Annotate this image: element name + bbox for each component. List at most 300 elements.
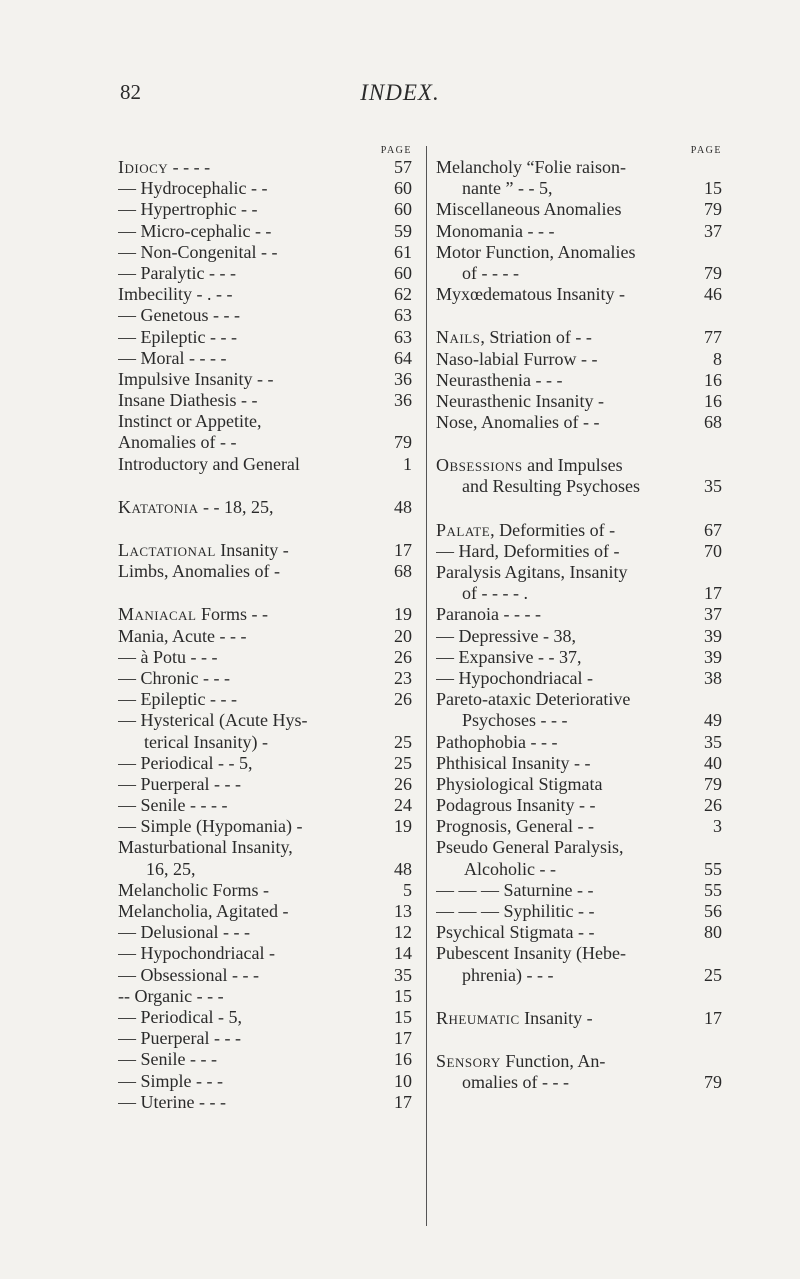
index-entry bbox=[118, 880, 412, 901]
entry-text bbox=[118, 943, 394, 964]
entry-label: — Genetous - - - bbox=[118, 305, 240, 326]
entry-page-number: 24 bbox=[394, 795, 412, 816]
entry-label: — Simple - - - bbox=[118, 1070, 223, 1091]
entry-page-number: 60 bbox=[394, 199, 412, 220]
index-entry bbox=[118, 561, 412, 582]
entry-page-number: 79 bbox=[394, 432, 412, 453]
index-entry bbox=[118, 327, 412, 348]
entry-text bbox=[118, 305, 394, 326]
index-entry bbox=[436, 859, 722, 880]
index-entry bbox=[436, 604, 722, 625]
entry-label: Instinct or Appetite, bbox=[118, 411, 262, 432]
entry-label: — Hydrocephalic - - bbox=[118, 178, 268, 199]
entry-page-number: 19 bbox=[394, 604, 412, 625]
index-entry bbox=[436, 880, 722, 901]
entry-label: Imbecility - . - - bbox=[118, 284, 233, 305]
index-entry bbox=[118, 411, 412, 432]
entry-text bbox=[118, 157, 394, 178]
entry-text bbox=[436, 476, 704, 497]
entry-label: of - - - - bbox=[462, 262, 519, 283]
entry-text bbox=[118, 795, 394, 816]
entry-label: — Uterine - - - bbox=[118, 1091, 226, 1112]
index-entry bbox=[118, 1092, 412, 1113]
entry-text bbox=[118, 859, 394, 880]
entry-label: and Resulting Psychoses bbox=[462, 476, 640, 497]
page-column-label: PAGE bbox=[690, 145, 722, 156]
entry-text bbox=[118, 540, 394, 561]
entry-label: Psychical Stigmata - - bbox=[436, 922, 595, 943]
entry-page-number: 63 bbox=[394, 326, 412, 347]
entry-page-number: 17 bbox=[394, 1091, 412, 1112]
entry-text bbox=[436, 562, 722, 583]
entry-label: — — — Syphilitic - - bbox=[436, 901, 595, 921]
entry-page-number: 37 bbox=[704, 604, 722, 625]
entry-label: Introductory and General bbox=[118, 453, 300, 474]
entry-label: Pubescent Insanity (Hebe- bbox=[436, 943, 626, 964]
entry-label: — Paralytic - - - bbox=[118, 262, 236, 283]
index-entry bbox=[436, 221, 722, 242]
index-entry bbox=[118, 837, 412, 858]
entry-label: Melancholia, Agitated - bbox=[118, 901, 289, 921]
index-entry bbox=[436, 562, 722, 583]
index-entry bbox=[118, 199, 412, 220]
entry-label: phrenia) - - - bbox=[462, 964, 554, 985]
index-entry bbox=[118, 454, 412, 475]
entry-text bbox=[436, 647, 704, 668]
entry-page-number: 56 bbox=[704, 901, 722, 921]
entry-label: omalies of - - - bbox=[462, 1072, 569, 1093]
index-entry bbox=[118, 795, 412, 816]
entry-label: — Depressive - 38, bbox=[436, 625, 576, 646]
entry-label: Function, An- bbox=[500, 1050, 606, 1071]
entry-text bbox=[118, 390, 394, 411]
entry-label: Insane Diathesis - - bbox=[118, 390, 258, 411]
index-entry bbox=[436, 412, 722, 433]
entry-label: Forms - - bbox=[196, 604, 268, 625]
entry-page-number: 79 bbox=[704, 1072, 722, 1093]
entry-text bbox=[436, 922, 704, 943]
entry-text bbox=[436, 901, 704, 922]
entry-label: Alcoholic - - bbox=[464, 858, 556, 879]
index-entry bbox=[436, 1072, 722, 1093]
entry-text bbox=[436, 520, 704, 541]
index-entry bbox=[436, 922, 722, 943]
entry-text bbox=[436, 349, 713, 370]
index-entry bbox=[118, 922, 412, 943]
index-entry bbox=[118, 647, 412, 668]
entry-page-number: 79 bbox=[704, 262, 722, 283]
entry-page-number: 63 bbox=[394, 305, 412, 326]
entry-text bbox=[118, 1092, 394, 1113]
entry-text bbox=[436, 880, 704, 901]
entry-text bbox=[436, 859, 704, 880]
entry-text bbox=[118, 647, 394, 668]
entry-page-number: 10 bbox=[394, 1070, 412, 1091]
entry-label: Masturbational Insanity, bbox=[118, 837, 293, 858]
entry-label: Pathophobia - - - bbox=[436, 731, 558, 752]
index-entry bbox=[436, 965, 722, 986]
index-entry bbox=[118, 1071, 412, 1092]
entry-text bbox=[436, 199, 704, 220]
entry-text bbox=[118, 432, 394, 453]
entry-text bbox=[118, 986, 394, 1007]
entry-label: Limbs, Anomalies of - bbox=[118, 561, 280, 582]
index-entry bbox=[118, 753, 412, 774]
index-entry bbox=[118, 1028, 412, 1049]
entry-text bbox=[118, 753, 394, 774]
entry-text bbox=[118, 922, 394, 943]
entry-text bbox=[436, 583, 704, 604]
entry-label: — Obsessional - - - bbox=[118, 964, 259, 985]
index-entry bbox=[118, 1007, 412, 1028]
entry-text bbox=[118, 1007, 394, 1028]
index-entry bbox=[118, 732, 412, 753]
entry-page-number: 37 bbox=[704, 220, 722, 241]
entry-label: — Puerperal - - - bbox=[118, 1028, 241, 1049]
entry-page-number: 39 bbox=[704, 646, 722, 667]
entry-text bbox=[118, 668, 394, 689]
entry-text bbox=[436, 327, 704, 348]
index-entry bbox=[436, 391, 722, 412]
entry-text bbox=[436, 455, 722, 476]
entry-page-number: 68 bbox=[394, 561, 412, 582]
entry-page-number: 26 bbox=[394, 773, 412, 794]
index-entry bbox=[436, 178, 722, 199]
entry-text bbox=[436, 689, 722, 710]
entry-page-number: 23 bbox=[394, 667, 412, 688]
entry-page-number: 25 bbox=[394, 731, 412, 752]
entry-page-number: 77 bbox=[704, 327, 722, 348]
entry-text bbox=[118, 880, 403, 901]
entry-page-number: 3 bbox=[713, 816, 722, 837]
index-entry bbox=[118, 369, 412, 390]
entry-text bbox=[118, 732, 394, 753]
entry-text bbox=[436, 370, 704, 391]
entry-page-number: 49 bbox=[704, 710, 722, 731]
entry-label: — Epileptic - - - bbox=[118, 326, 237, 347]
entry-text bbox=[118, 242, 394, 263]
entry-page-number: 35 bbox=[704, 476, 722, 497]
entry-text bbox=[436, 157, 722, 178]
entry-label: — Hysterical (Acute Hys- bbox=[118, 710, 308, 731]
index-entry bbox=[436, 370, 722, 391]
entry-text bbox=[436, 965, 704, 986]
index-entry bbox=[436, 157, 722, 178]
entry-heading: Rheumatic bbox=[436, 1007, 520, 1028]
entry-text bbox=[118, 178, 394, 199]
index-entry bbox=[436, 242, 722, 263]
index-entry bbox=[118, 689, 412, 710]
entry-text bbox=[436, 1008, 704, 1029]
index-entry bbox=[118, 497, 412, 518]
entry-page-number: 79 bbox=[704, 199, 722, 220]
index-entry bbox=[436, 774, 722, 795]
entry-page-number: 61 bbox=[394, 241, 412, 262]
entry-label: Monomania - - - bbox=[436, 220, 555, 241]
entry-label: — Hypochondriacal - bbox=[118, 943, 275, 964]
index-entry bbox=[436, 284, 722, 305]
page-column-label: PAGE bbox=[380, 145, 412, 156]
entry-label: Myxœdematous Insanity - bbox=[436, 284, 625, 305]
entry-label: , Striation of - - bbox=[480, 327, 592, 348]
entry-page-number: 15 bbox=[394, 985, 412, 1006]
entry-text bbox=[436, 668, 704, 689]
index-entry bbox=[436, 710, 722, 731]
entry-label: of - - - - . bbox=[462, 583, 528, 604]
entry-text bbox=[118, 369, 394, 390]
index-column-right bbox=[436, 145, 722, 1093]
entry-page-number: 36 bbox=[394, 390, 412, 411]
index-entry bbox=[118, 901, 412, 922]
entry-label: Impulsive Insanity - - bbox=[118, 368, 274, 389]
entry-text bbox=[436, 710, 704, 731]
entry-label: — Periodical - - 5, bbox=[118, 752, 253, 773]
index-entry bbox=[436, 541, 722, 562]
index-entry bbox=[118, 604, 412, 625]
index-entry bbox=[436, 1051, 722, 1072]
entry-text bbox=[436, 1072, 704, 1093]
entry-label: Melancholic Forms - bbox=[118, 879, 269, 900]
index-entry bbox=[118, 668, 412, 689]
index-entry bbox=[436, 689, 722, 710]
index-entry bbox=[436, 647, 722, 668]
entry-page-number: 1 bbox=[403, 453, 412, 474]
entry-page-number: 25 bbox=[394, 752, 412, 773]
entry-label: Motor Function, Anomalies bbox=[436, 241, 636, 262]
index-entry bbox=[118, 390, 412, 411]
entry-label: Paralysis Agitans, Insanity bbox=[436, 562, 628, 582]
index-entry bbox=[118, 221, 412, 242]
entry-label: — Senile - - - - bbox=[118, 795, 228, 816]
entry-label: — Moral - - - - bbox=[118, 347, 227, 368]
entry-label: — Expansive - - 37, bbox=[436, 646, 582, 667]
entry-label: Anomalies of - - bbox=[118, 432, 237, 453]
entry-text bbox=[118, 411, 412, 432]
entry-label: — — — Saturnine - - bbox=[436, 879, 594, 900]
entry-label: — Puerperal - - - bbox=[118, 773, 241, 794]
entry-page-number: 8 bbox=[713, 348, 722, 369]
index-entry bbox=[436, 753, 722, 774]
index-entry bbox=[118, 242, 412, 263]
entry-page-number: 62 bbox=[394, 284, 412, 305]
entry-page-number: 55 bbox=[704, 879, 722, 900]
index-entry bbox=[436, 520, 722, 541]
entry-page-number: 68 bbox=[704, 412, 722, 433]
entry-label: - - - - bbox=[168, 157, 211, 177]
entry-text bbox=[118, 348, 394, 369]
index-entry bbox=[118, 816, 412, 837]
entry-label: — Delusional - - - bbox=[118, 922, 250, 943]
entry-page-number: 20 bbox=[394, 625, 412, 646]
entry-page-number: 17 bbox=[704, 583, 722, 604]
entry-page-number: 14 bbox=[394, 943, 412, 964]
entry-label: — Chronic - - - bbox=[118, 667, 230, 688]
index-entry bbox=[436, 327, 722, 348]
entry-text bbox=[118, 454, 403, 475]
entry-page-number: 40 bbox=[704, 752, 722, 773]
index-entry bbox=[436, 668, 722, 689]
index-entry bbox=[118, 859, 412, 880]
index-entry bbox=[436, 199, 722, 220]
entry-page-number: 5 bbox=[403, 879, 412, 900]
index-entry bbox=[118, 540, 412, 561]
entry-page-number: 39 bbox=[704, 625, 722, 646]
entry-page-number: 26 bbox=[394, 689, 412, 710]
entry-text bbox=[118, 710, 412, 731]
entry-label: Prognosis, General - - bbox=[436, 816, 594, 837]
entry-label: nante ” - - 5, bbox=[462, 178, 553, 199]
entry-text bbox=[436, 753, 704, 774]
entry-text bbox=[436, 816, 713, 837]
entry-heading: Maniacal bbox=[118, 604, 197, 625]
entry-page-number: 35 bbox=[704, 731, 722, 752]
entry-label: — Periodical - 5, bbox=[118, 1006, 242, 1027]
index-entry bbox=[118, 1049, 412, 1070]
entry-page-number: 17 bbox=[394, 540, 412, 560]
entry-page-number: 67 bbox=[704, 519, 722, 540]
entry-heading: Palate bbox=[436, 519, 491, 540]
entry-text bbox=[436, 391, 704, 412]
index-entry bbox=[436, 263, 722, 284]
entry-label: Paranoia - - - - bbox=[436, 604, 541, 625]
entry-text bbox=[436, 943, 722, 964]
entry-label: Pareto-ataxic Deteriorative bbox=[436, 689, 631, 710]
entry-label: Pseudo General Paralysis, bbox=[436, 837, 624, 858]
entry-text bbox=[118, 561, 394, 582]
index-entry bbox=[436, 816, 722, 837]
index-entry bbox=[436, 583, 722, 604]
entry-heading: Sensory bbox=[436, 1050, 501, 1071]
entry-text bbox=[118, 263, 394, 284]
entry-page-number: 80 bbox=[704, 922, 722, 943]
index-entry bbox=[118, 432, 412, 453]
entry-heading: Katatonia bbox=[118, 496, 199, 517]
entry-text bbox=[118, 1028, 394, 1049]
entry-label: Melancholy “Folie raison- bbox=[436, 157, 626, 177]
entry-page-number: 35 bbox=[394, 964, 412, 985]
entry-label: Podagrous Insanity - - bbox=[436, 795, 596, 816]
entry-label: — à Potu - - - bbox=[118, 646, 218, 667]
entry-text bbox=[118, 901, 394, 922]
index-column-left bbox=[118, 145, 412, 1113]
entry-text bbox=[436, 284, 704, 305]
entry-page-number: 59 bbox=[394, 220, 412, 241]
entry-label: — Senile - - - bbox=[118, 1049, 217, 1070]
entry-text bbox=[436, 837, 722, 858]
entry-text bbox=[118, 689, 394, 710]
entry-page-number: 17 bbox=[704, 1007, 722, 1028]
entry-text bbox=[436, 263, 704, 284]
entry-label: , Deformities of - bbox=[490, 519, 616, 540]
index-entry bbox=[118, 178, 412, 199]
entry-text bbox=[118, 284, 394, 305]
entry-text bbox=[118, 1071, 394, 1092]
entry-page-number: 17 bbox=[394, 1028, 412, 1049]
index-entry bbox=[118, 157, 412, 178]
index-entry bbox=[118, 284, 412, 305]
entry-page-number: 57 bbox=[394, 157, 412, 177]
entry-heading: Lactational bbox=[118, 540, 216, 560]
entry-label: Insanity - bbox=[519, 1007, 593, 1028]
index-entry bbox=[118, 626, 412, 647]
entry-text bbox=[436, 795, 704, 816]
index-entry bbox=[118, 965, 412, 986]
entry-text bbox=[118, 327, 394, 348]
entry-label: — Hypochondriacal - bbox=[436, 667, 593, 688]
entry-label: 16, 25, bbox=[146, 858, 196, 879]
entry-label: Psychoses - - - bbox=[462, 710, 568, 731]
entry-label: Naso-labial Furrow - - bbox=[436, 348, 598, 369]
entry-page-number: 55 bbox=[704, 858, 722, 879]
entry-text bbox=[118, 965, 394, 986]
index-entry bbox=[436, 455, 722, 476]
entry-text bbox=[436, 604, 704, 625]
entry-page-number: 13 bbox=[394, 901, 412, 921]
entry-text bbox=[436, 178, 704, 199]
entry-text bbox=[436, 1051, 722, 1072]
entry-label: — Micro-cephalic - - bbox=[118, 220, 272, 241]
entry-page-number: 64 bbox=[394, 347, 412, 368]
index-entry bbox=[436, 795, 722, 816]
entry-label: Neurasthenic Insanity - bbox=[436, 390, 604, 411]
index-entry bbox=[436, 901, 722, 922]
index-entry bbox=[118, 263, 412, 284]
entry-label: Phthisical Insanity - - bbox=[436, 752, 591, 773]
page-number: 82 bbox=[120, 80, 141, 104]
entry-text bbox=[118, 497, 394, 518]
entry-page-number: 16 bbox=[704, 369, 722, 390]
index-entry bbox=[118, 774, 412, 795]
index-entry bbox=[118, 348, 412, 369]
entry-page-number: 15 bbox=[704, 178, 722, 199]
running-head bbox=[0, 80, 800, 110]
index-entry bbox=[436, 349, 722, 370]
entry-text bbox=[118, 816, 394, 837]
entry-page-number: 48 bbox=[394, 496, 412, 517]
entry-label: terical Insanity) - bbox=[144, 731, 268, 752]
entry-text bbox=[118, 774, 394, 795]
index-entry bbox=[436, 943, 722, 964]
index-entry bbox=[436, 476, 722, 497]
index-entry bbox=[436, 837, 722, 858]
entry-label: — Hard, Deformities of - bbox=[436, 540, 620, 561]
entry-label: Mania, Acute - - - bbox=[118, 625, 247, 646]
entry-page-number: 60 bbox=[394, 262, 412, 283]
entry-page-number: 16 bbox=[394, 1049, 412, 1070]
entry-page-number: 36 bbox=[394, 368, 412, 389]
entry-label: - - 18, 25, bbox=[198, 496, 274, 517]
entry-page-number: 15 bbox=[394, 1006, 412, 1027]
entry-label: — Hypertrophic - - bbox=[118, 199, 258, 220]
index-entry bbox=[118, 943, 412, 964]
entry-heading: Idiocy bbox=[118, 157, 169, 177]
entry-text bbox=[436, 626, 704, 647]
entry-text bbox=[436, 221, 704, 242]
entry-page-number: 25 bbox=[704, 964, 722, 985]
entry-label: Physiological Stigmata bbox=[436, 773, 603, 794]
entry-label: Neurasthenia - - - bbox=[436, 369, 563, 390]
entry-text bbox=[436, 774, 704, 795]
entry-text bbox=[118, 221, 394, 242]
entry-text bbox=[118, 199, 394, 220]
entry-page-number: 16 bbox=[704, 390, 722, 411]
entry-page-number: 26 bbox=[394, 646, 412, 667]
entry-label: -- Organic - - - bbox=[118, 985, 224, 1006]
entry-page-number: 19 bbox=[394, 816, 412, 837]
entry-page-number: 70 bbox=[704, 540, 722, 561]
entry-label: Insanity - bbox=[215, 540, 289, 560]
entry-text bbox=[436, 242, 722, 263]
